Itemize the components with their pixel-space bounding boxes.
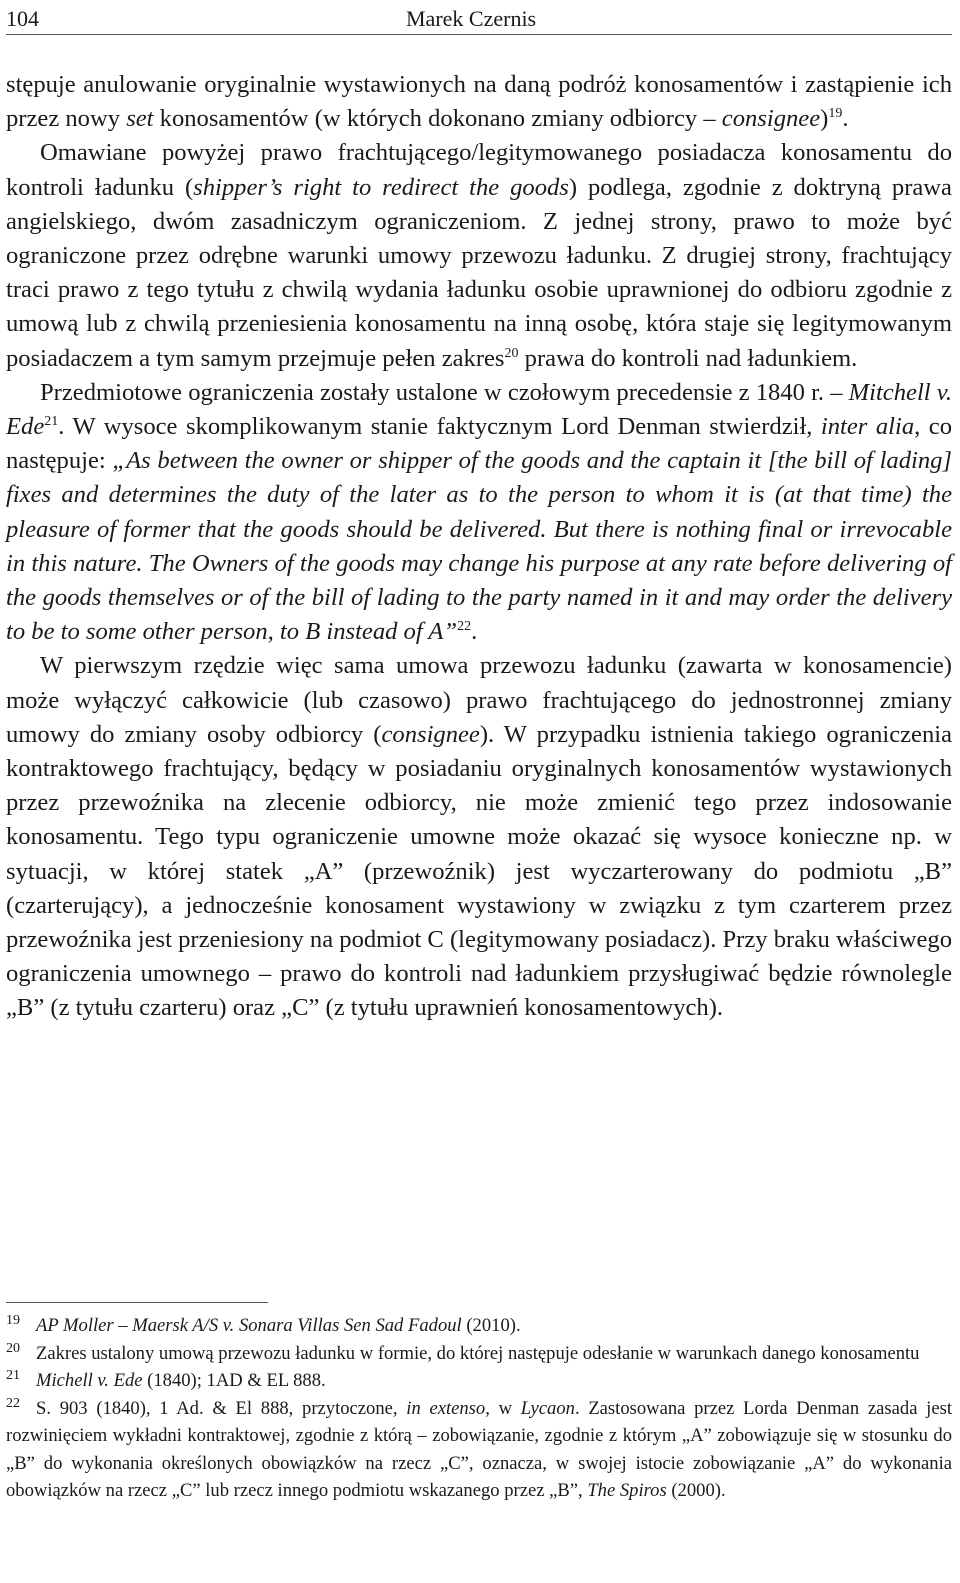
italic-run: consignee (381, 720, 480, 748)
text-run: Zakres ustalony umową przewozu ładunku w formie, do której następuje odesłanie w warunkach danego konosamentu (36, 1342, 920, 1364)
text-run: konosamentów (w których dokonano zmiany odbiorcy – (153, 105, 722, 133)
footnote-22: 22 S. 903 (1840), 1 Ad. & El 888, przytoczone, in extenso, w Lycaon. Zastosowana przez Lorda Denman zasada jest rozwinięciem wykładni kontraktowej, zgodnie z którą – zobowiązanie, zgodnie z którym „A” zobowiązuje się w stosunku do „B” do wykonania określonych obowiązków na rzecz „C”, oznacza, w swojej istocie zobowiązanie „A” do wykonania obowiązków na rzecz „C” lub rzecz innego podmiotu wskazanego przez „B”, The Spiros (2000). (6, 1395, 953, 1501)
footnote-ref-21[interactable]: 21 (44, 414, 59, 430)
text-run: W pierwszym rzędzie więc sama umowa przewozu ładunku (zawarta w konosamencie) może wyłączyć całkowicie (lub czasowo) prawo frachtującego do jednostronnej zmiany umowy do zmiany osoby odbiorcy ( (6, 652, 952, 748)
italic-run: in extenso (406, 1397, 486, 1419)
italic-run: Michell v. Ede (36, 1370, 143, 1391)
footnote-ref-22[interactable]: 22 (457, 619, 472, 635)
text-run: . (471, 618, 478, 646)
text-run: . Zastosowana przez Lorda Denman zasada jest rozwinięciem wykładni kontraktowej, zgodnie z którą – zobowiązanie, zgodnie z którym „A” zobowiązuje się w stosunku do „B” do wykonania określonych obowiązków na rzecz „C”, oznacza, w swojej istocie zobowiązanie „A” do wykonania obowiązków na rzecz „C” lub rzecz innego podmiotu wskazanego przez „B”, (6, 1397, 953, 1501)
italic-run: The Spiros (587, 1480, 667, 1501)
text-run: . (842, 105, 849, 133)
quotation: „As between the owner or shipper of the goods and the captain it [the bill of lading] fixes and determines the duty of the later as to the person to whom it is (at that time) the pleasure of former that the goods should be delivered. But there is nothing final or irrevocable in this nature. The Owners of the goods may change his purpose at any rate before delivering of the goods themselves or of the bill of lading to the party named in it and may order the delivery to be to some other person, to B instead of A” (6, 447, 952, 646)
footnote-19: 19 AP Moller – Maersk A/S v. Sonara Villas Sen Sad Fadoul (2010). (6, 1313, 521, 1336)
text-run: , co następuje: (6, 413, 952, 475)
text-run: , w (485, 1397, 521, 1419)
footnote-21: 21 Michell v. Ede (1840); 1AD & EL 888. (6, 1368, 326, 1391)
italic-run: inter alia (820, 413, 915, 441)
italic-run: Mitchell v. Ede (6, 378, 952, 441)
italic-run: consignee (721, 105, 821, 133)
footnotes (6, 1312, 952, 1505)
paragraph-1 (6, 68, 952, 136)
text-run: ). W przypadku istnienia takiego ograniczenia kontraktowego frachtujący, będący w posiadaniu oryginalnych konosamentów wystawionych przez przewoźnika na zlecenie odbiorcy, nie może zmienić tego przez indosowanie konosamentu. Tego typu ograniczenie umowne może okazać się wysoce konieczne np. w sytuacji, w której statek „A” (przewoźnik) jest wyczarterowany do podmiotu „B” (czarterujący), a jednocześnie konosament wystawiony w związku z tym czarterem przez przewoźnika jest przeniesiony na podmiot C (legitymowany posiadacz). Przy braku właściwego ograniczenia umownego – prawo do kontroli nad ładunkiem przysługiwać będzie równolegle „B” (z tytułu czarteru) oraz „C” (z tytułu uprawnień konosamentowych). (6, 720, 952, 1022)
text-run: S. 903 (1840), 1 Ad. & El 888, przytoczone, (36, 1397, 407, 1419)
running-header (6, 4, 952, 35)
body-text (6, 68, 952, 1026)
footnote-20: 20 Zakres ustalony umową przewozu ładunku w formie, do której następuje odesłanie w warunkach danego konosamentu (6, 1340, 920, 1364)
running-head-author: Marek Czernis (406, 6, 537, 31)
text-run: Przedmiotowe ograniczenia zostały ustalone w czołowym precedensie z 1840 r. – (40, 378, 849, 406)
text-run: . W wysoce skomplikowanym stanie faktycznym Lord Denman stwierdził, (58, 413, 821, 441)
italic-run: shipper’s right to redirect the goods (193, 173, 569, 201)
footnote-separator (6, 1302, 268, 1303)
italic-run: Lycaon (520, 1397, 575, 1419)
text-run: ) (820, 105, 829, 133)
paragraph-3 (6, 376, 952, 650)
text-run: (1840); 1AD & EL 888. (142, 1370, 326, 1391)
page-number: 104 (6, 6, 39, 31)
text-run: ) podlega, zgodnie z doktryną prawa angielskiego, dwóm zasadniczym ograniczeniom. Z jednej strony, prawo to może być ograniczone przez odrębne warunki umowy przewozu ładunku. Z drugiej strony, frachtujący traci prawo z tego tytułu z chwilą wydania ładunku osobie uprawnionej do odbioru zgodnie z umową lub z chwilą przeniesienia konosamentu na inną osobę, która staje się legitymowanym posiadaczem a tym samym przejmuje pełen zakres (6, 173, 952, 372)
text-run: prawa do kontroli nad ładunkiem. (518, 344, 858, 372)
paragraph-4 (6, 649, 952, 1025)
text-run: (2010). (461, 1315, 521, 1336)
text-run: stępuje anulowanie oryginalnie wystawionych na daną podróż konosamentów i zastąpienie ich przez nowy (6, 71, 952, 133)
footnote-ref-19[interactable]: 19 (828, 106, 843, 122)
italic-run: AP Moller – Maersk A/S v. Sonara Villas Sen Sad Fadoul (36, 1315, 462, 1336)
text-run: (2000). (666, 1480, 726, 1501)
text-run: Omawiane powyżej prawo frachtującego/legitymowanego posiadacza konosamentu do kontroli ładunku ( (6, 139, 952, 201)
italic-run: set (126, 105, 154, 133)
footnote-ref-20[interactable]: 20 (504, 345, 519, 361)
paragraph-2 (6, 136, 952, 375)
